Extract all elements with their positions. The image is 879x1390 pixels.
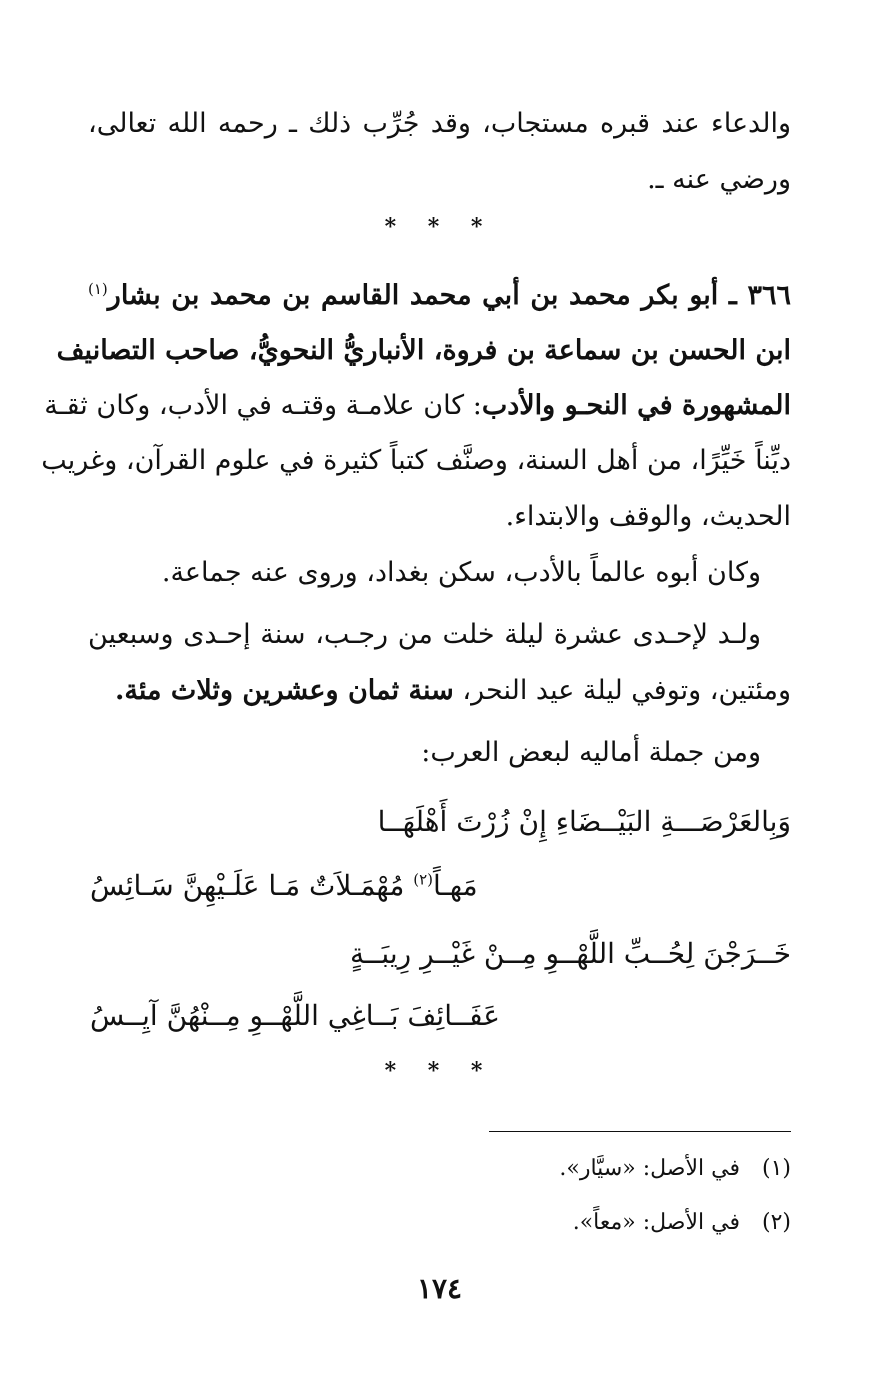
- paragraph-father: وكان أبوه عالماً بالأدب، سكن بغداد، وروى عنه جماعة.: [161, 557, 761, 588]
- footnote-2-text: في الأصل: «معاً».: [572, 1210, 740, 1235]
- footnote-2-number: (٢): [761, 1210, 791, 1235]
- death-date: سنة ثمان وعشرين وثلاث مئة.: [115, 675, 454, 706]
- footnote-ref-2: (٢): [413, 870, 434, 889]
- verse-2-start: مَهـاً: [433, 869, 478, 902]
- entry-line-3: [44, 386, 791, 426]
- verse-1: وَبِالعَرْصَـــةِ البَيْــضَاءِ إِنْ زُرْتَ أَهْلَهَــا: [377, 805, 791, 838]
- entry-heading-line-2: ابن الحسن بن سماعة بن فروة، الأنباريُّ النحويُّ، صاحب التصانيف: [56, 335, 791, 366]
- entry-line-4: ديِّناً خَيِّرًا، من أهل السنة، وصنَّف كتباً كثيرة في علوم القرآن، وغريب: [41, 445, 791, 476]
- section-separator-top: * * *: [384, 214, 495, 240]
- verse-2-end: مُهْمَـلاَتٌ مَـا عَلَـيْهِنَّ سَـائِسُ: [90, 869, 414, 902]
- footnote-1-number: (١): [761, 1156, 791, 1181]
- text-line-1: والدعاء عند قبره مستجاب، وقد جُرِّب ذلك ـ رحمه الله تعالى،: [88, 108, 791, 139]
- paragraph-birth-line-1: ولـد لإحـدى عشرة ليلة خلت من رجـب، سنة إحـدى وسبعين: [88, 619, 761, 650]
- section-separator-bottom: * * *: [384, 1058, 495, 1084]
- footnote-1: [559, 1152, 791, 1186]
- entry-heading-text: ٣٦٦ ـ أبو بكر محمد بن أبي محمد القاسم بن محمد بن بشار: [107, 280, 791, 311]
- verse-3: خَــرَجْنَ لِحُــبِّ اللَّهْــوِ مِــنْ غَيْــرِ رِيبَــةٍ: [350, 937, 791, 970]
- birth-line-2-a: ومئتين، وتوفي ليلة عيد النحر،: [462, 675, 791, 706]
- paragraph-birth-line-2: [88, 671, 791, 711]
- footnote-divider: [489, 1131, 791, 1132]
- text-line-2: ورضي عنه ـ.: [647, 164, 791, 195]
- verse-2: [90, 864, 478, 908]
- footnote-1-text: في الأصل: «سيَّار».: [559, 1156, 740, 1181]
- entry-heading-tail: المشهورة في النحـو والأدب: [481, 390, 791, 421]
- footnote-2: [573, 1206, 791, 1240]
- page-number: ١٧٤: [416, 1272, 463, 1305]
- poem-intro: ومن جملة أماليه لبعض العرب:: [421, 737, 761, 768]
- footnote-ref-1: (١): [88, 280, 108, 298]
- entry-line-3-rest: : كان علامـة وقتـه في الأدب، وكان ثقـة: [44, 390, 482, 421]
- entry-heading-line: [88, 276, 791, 316]
- verse-4: عَفَــائِفَ بَــاغِي اللَّهْــوِ مِــنْهُنَّ آيِــسُ: [90, 999, 501, 1032]
- entry-line-5: الحديث، والوقف والابتداء.: [505, 501, 791, 532]
